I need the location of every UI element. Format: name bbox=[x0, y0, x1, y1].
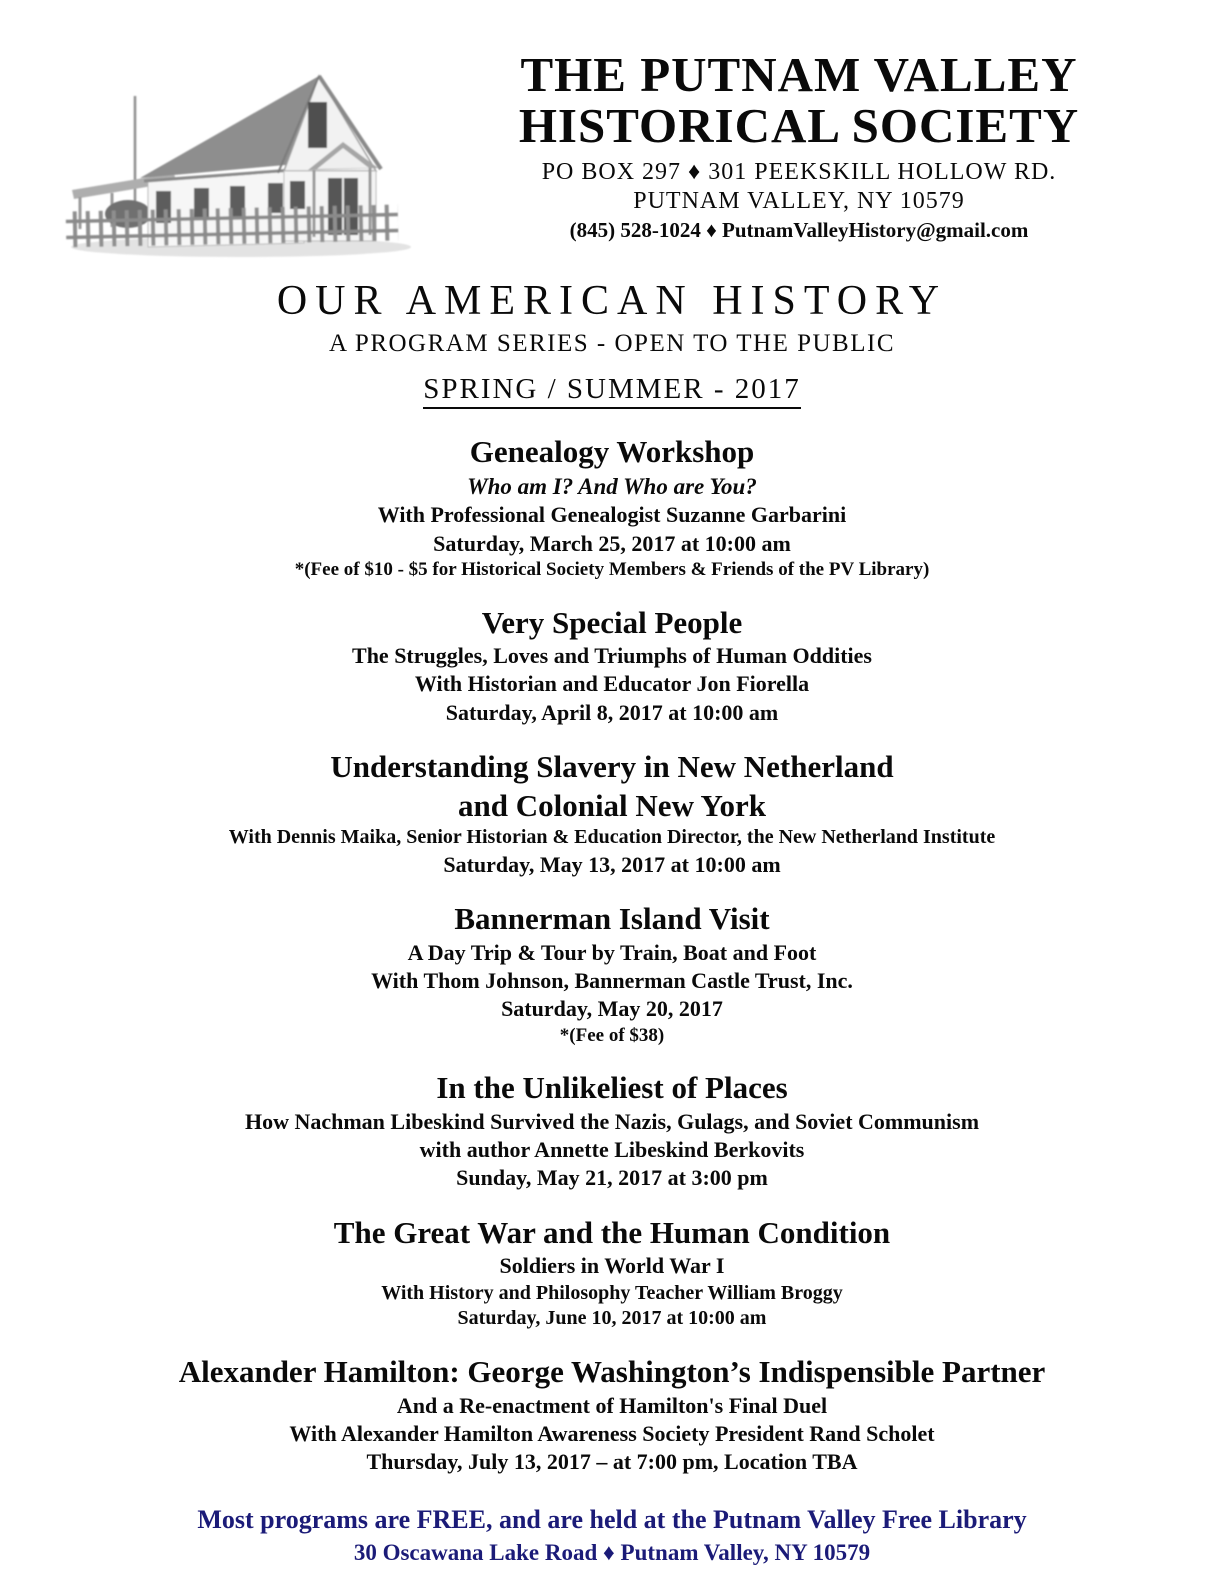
series-banner bbox=[0, 278, 1224, 409]
program-datetime: Sunday, May 21, 2017 at 3:00 pm bbox=[456, 1165, 768, 1191]
program-tagline: And a Re-enactment of Hamilton's Final Duel bbox=[396, 1392, 828, 1418]
program-tagline: Who am I? And Who are You? bbox=[467, 473, 757, 499]
masthead bbox=[0, 0, 1224, 262]
program-unlikeliest-of-places bbox=[0, 1069, 1224, 1193]
program-presenter: With Professional Genealogist Suzanne Garbarini bbox=[377, 502, 847, 528]
series-title: OUR AMERICAN HISTORY bbox=[276, 278, 948, 324]
program-great-war bbox=[0, 1214, 1224, 1332]
program-tagline: The Struggles, Loves and Triumphs of Human Oddities bbox=[352, 642, 872, 668]
masthead-text bbox=[418, 47, 1180, 243]
program-title-line2: and Colonial New York bbox=[457, 787, 767, 823]
program-presenter: With Dennis Maika, Senior Historian & Education Director, the New Netherland Institute bbox=[228, 825, 996, 848]
program-title: Understanding Slavery in New Netherland bbox=[330, 749, 894, 785]
program-datetime: Thursday, July 13, 2017 – at 7:00 pm, Location TBA bbox=[366, 1449, 858, 1475]
program-datetime: Saturday, April 8, 2017 at 10:00 am bbox=[445, 699, 779, 725]
program-datetime: Saturday, May 20, 2017 bbox=[501, 996, 723, 1022]
program-title: Genealogy Workshop bbox=[469, 434, 755, 470]
org-name-line2: HISTORICAL SOCIETY bbox=[518, 97, 1080, 153]
address-line1: PO BOX 297 ♦ 301 PEEKSKILL HOLLOW RD. bbox=[541, 158, 1057, 185]
org-name-line1: THE PUTNAM VALLEY bbox=[520, 47, 1078, 102]
program-very-special-people bbox=[0, 604, 1224, 728]
program-datetime: Saturday, June 10, 2017 at 10:00 am bbox=[457, 1307, 767, 1330]
contact-line: (845) 528-1024 ♦ PutnamValleyHistory@gmail.com bbox=[569, 217, 1029, 242]
address-line2: PUTNAM VALLEY, NY 10579 bbox=[633, 187, 965, 214]
program-slavery-new-netherland bbox=[0, 748, 1224, 879]
program-title: Alexander Hamilton: George Washington’s Indispensible Partner bbox=[178, 1354, 1046, 1390]
series-season: SPRING / SUMMER - 2017 bbox=[423, 373, 801, 409]
program-datetime: Saturday, May 13, 2017 at 10:00 am bbox=[443, 851, 781, 877]
program-alexander-hamilton bbox=[0, 1353, 1224, 1477]
program-tagline: How Nachman Libeskind Survived the Nazis, Gulags, and Soviet Communism bbox=[244, 1108, 980, 1134]
program-presenter: With Alexander Hamilton Awareness Society President Rand Scholet bbox=[289, 1420, 935, 1446]
program-title: The Great War and the Human Condition bbox=[333, 1214, 891, 1250]
building-illustration bbox=[56, 50, 418, 262]
footer-address-line: 30 Oscawana Lake Road ♦ Putnam Valley, NY 10579 bbox=[353, 1539, 871, 1565]
program-presenter: With History and Philosophy Teacher William Broggy bbox=[381, 1281, 843, 1304]
program-fee: *(Fee of $38) bbox=[559, 1024, 665, 1046]
program-datetime: Saturday, March 25, 2017 at 10:00 am bbox=[433, 530, 791, 556]
program-tagline: Soldiers in World War I bbox=[499, 1253, 725, 1279]
program-presenter: With Thom Johnson, Bannerman Castle Trust, Inc. bbox=[371, 967, 853, 993]
series-subtitle: A PROGRAM SERIES - OPEN TO THE PUBLIC bbox=[329, 330, 895, 358]
program-tagline: A Day Trip & Tour by Train, Boat and Foot bbox=[407, 939, 817, 965]
program-presenter: with author Annette Libeskind Berkovits bbox=[419, 1137, 805, 1163]
program-list bbox=[0, 433, 1224, 1477]
program-presenter: With Historian and Educator Jon Fiorella bbox=[414, 671, 810, 697]
program-genealogy-workshop bbox=[0, 433, 1224, 582]
program-fee: *(Fee of $10 - $5 for Historical Society Members & Friends of the PV Library) bbox=[294, 559, 930, 581]
program-bannerman-island bbox=[0, 900, 1224, 1048]
program-title: Very Special People bbox=[481, 604, 743, 640]
footer bbox=[0, 1503, 1224, 1566]
program-title: In the Unlikeliest of Places bbox=[436, 1070, 788, 1106]
program-title: Bannerman Island Visit bbox=[454, 901, 770, 937]
footer-location-line: Most programs are FREE, and are held at the Putnam Valley Free Library bbox=[197, 1504, 1027, 1534]
